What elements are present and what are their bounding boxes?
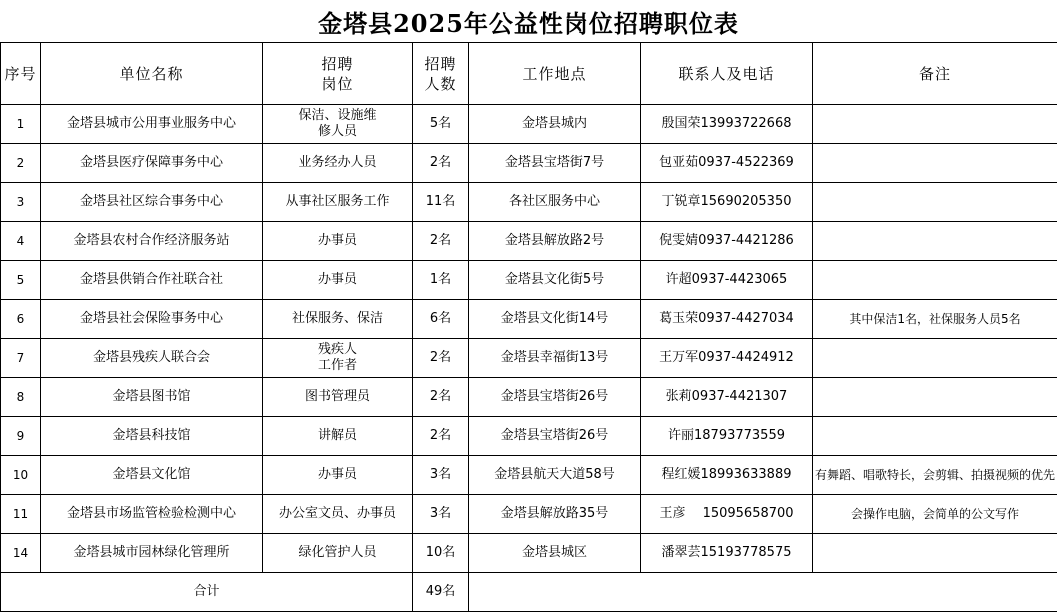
cell-contact: 包亚茹0937-4522369 bbox=[641, 144, 813, 183]
cell-contact: 倪雯婧0937-4421286 bbox=[641, 222, 813, 261]
cell-note bbox=[813, 222, 1057, 261]
cell-unit: 金塔县城市公用事业服务中心 bbox=[41, 105, 263, 144]
cell-contact: 王彦 15095658700 bbox=[641, 495, 813, 534]
cell-unit: 金塔县城市园林绿化管理所 bbox=[41, 534, 263, 573]
cell-contact: 许超0937-4423065 bbox=[641, 261, 813, 300]
cell-count: 6名 bbox=[413, 300, 469, 339]
cell-unit: 金塔县市场监管检验检测中心 bbox=[41, 495, 263, 534]
cell-count: 3名 bbox=[413, 456, 469, 495]
header-position-line2: 岗位 bbox=[265, 74, 410, 94]
cell-seq: 3 bbox=[1, 183, 41, 222]
cell-contact: 王万军0937-4424912 bbox=[641, 339, 813, 378]
cell-note bbox=[813, 261, 1057, 300]
cell-contact: 丁锐章15690205350 bbox=[641, 183, 813, 222]
header-position-line1: 招聘 bbox=[265, 54, 410, 74]
cell-position-line1: 社保服务、保洁 bbox=[265, 311, 410, 327]
cell-unit: 金塔县医疗保障事务中心 bbox=[41, 144, 263, 183]
header-seq: 序号 bbox=[1, 43, 41, 105]
cell-contact: 程红媛18993633889 bbox=[641, 456, 813, 495]
cell-seq: 8 bbox=[1, 378, 41, 417]
cell-count: 10名 bbox=[413, 534, 469, 573]
cell-position-line1: 保洁、设施维 bbox=[265, 108, 410, 124]
total-count: 49名 bbox=[413, 573, 469, 612]
cell-position-line1: 业务经办人员 bbox=[265, 155, 410, 171]
cell-note bbox=[813, 534, 1057, 573]
header-note: 备注 bbox=[813, 43, 1057, 105]
cell-position-line1: 办事员 bbox=[265, 467, 410, 483]
cell-contact: 潘翠芸15193778575 bbox=[641, 534, 813, 573]
cell-seq: 11 bbox=[1, 495, 41, 534]
cell-count: 2名 bbox=[413, 222, 469, 261]
cell-count: 2名 bbox=[413, 378, 469, 417]
cell-seq: 4 bbox=[1, 222, 41, 261]
header-position bbox=[263, 43, 413, 105]
table-row bbox=[1, 339, 1057, 378]
cell-note bbox=[813, 105, 1057, 144]
cell-location: 金塔县城区 bbox=[469, 534, 641, 573]
header-contact: 联系人及电话 bbox=[641, 43, 813, 105]
cell-position-line1: 办事员 bbox=[265, 233, 410, 249]
table-row bbox=[1, 495, 1057, 534]
cell-seq: 7 bbox=[1, 339, 41, 378]
cell-note bbox=[813, 378, 1057, 417]
cell-count: 2名 bbox=[413, 144, 469, 183]
header-location: 工作地点 bbox=[469, 43, 641, 105]
cell-seq: 1 bbox=[1, 105, 41, 144]
cell-note: 会操作电脑，会简单的公文写作 bbox=[813, 495, 1057, 534]
table-row bbox=[1, 222, 1057, 261]
cell-unit: 金塔县图书馆 bbox=[41, 378, 263, 417]
table-row bbox=[1, 534, 1057, 573]
recruitment-table bbox=[0, 42, 1057, 612]
cell-location: 金塔县航天大道58号 bbox=[469, 456, 641, 495]
table-row bbox=[1, 378, 1057, 417]
total-row bbox=[1, 573, 1057, 612]
table-row bbox=[1, 456, 1057, 495]
table-row bbox=[1, 300, 1057, 339]
cell-count: 1名 bbox=[413, 261, 469, 300]
cell-location: 各社区服务中心 bbox=[469, 183, 641, 222]
cell-position-line2: 修人员 bbox=[265, 124, 410, 140]
cell-note: 其中保洁1名，社保服务人员5名 bbox=[813, 300, 1057, 339]
cell-location: 金塔县幸福街13号 bbox=[469, 339, 641, 378]
cell-note bbox=[813, 339, 1057, 378]
cell-position-line1: 绿化管护人员 bbox=[265, 545, 410, 561]
header-row bbox=[1, 43, 1057, 105]
cell-position-line1: 残疾人 bbox=[265, 342, 410, 358]
cell-unit: 金塔县科技馆 bbox=[41, 417, 263, 456]
cell-location: 金塔县解放路2号 bbox=[469, 222, 641, 261]
cell-position bbox=[263, 534, 413, 573]
table-row bbox=[1, 105, 1057, 144]
cell-position bbox=[263, 261, 413, 300]
cell-seq: 14 bbox=[1, 534, 41, 573]
cell-location: 金塔县城内 bbox=[469, 105, 641, 144]
cell-seq: 6 bbox=[1, 300, 41, 339]
cell-position-line1: 图书管理员 bbox=[265, 389, 410, 405]
table-row bbox=[1, 261, 1057, 300]
cell-position bbox=[263, 183, 413, 222]
cell-count: 2名 bbox=[413, 339, 469, 378]
cell-position-line1: 办事员 bbox=[265, 272, 410, 288]
header-count bbox=[413, 43, 469, 105]
cell-position-line2: 工作者 bbox=[265, 358, 410, 374]
cell-unit: 金塔县农村合作经济服务站 bbox=[41, 222, 263, 261]
cell-unit: 金塔县文化馆 bbox=[41, 456, 263, 495]
cell-location: 金塔县宝塔街26号 bbox=[469, 417, 641, 456]
cell-location: 金塔县文化街5号 bbox=[469, 261, 641, 300]
cell-seq: 5 bbox=[1, 261, 41, 300]
cell-unit: 金塔县社会保险事务中心 bbox=[41, 300, 263, 339]
table-row bbox=[1, 417, 1057, 456]
cell-seq: 10 bbox=[1, 456, 41, 495]
table-row bbox=[1, 144, 1057, 183]
cell-location: 金塔县宝塔街7号 bbox=[469, 144, 641, 183]
cell-position bbox=[263, 495, 413, 534]
cell-note bbox=[813, 144, 1057, 183]
cell-note bbox=[813, 183, 1057, 222]
table-row bbox=[1, 183, 1057, 222]
cell-contact: 殷国荣13993722668 bbox=[641, 105, 813, 144]
total-empty bbox=[469, 573, 1057, 612]
cell-location: 金塔县文化街14号 bbox=[469, 300, 641, 339]
cell-position-line1: 从事社区服务工作 bbox=[265, 194, 410, 210]
cell-position bbox=[263, 105, 413, 144]
cell-position bbox=[263, 222, 413, 261]
cell-unit: 金塔县残疾人联合会 bbox=[41, 339, 263, 378]
cell-contact: 许丽18793773559 bbox=[641, 417, 813, 456]
header-count-line1: 招聘 bbox=[415, 54, 466, 74]
cell-note bbox=[813, 417, 1057, 456]
cell-position bbox=[263, 456, 413, 495]
cell-position-line1: 讲解员 bbox=[265, 428, 410, 444]
cell-count: 11名 bbox=[413, 183, 469, 222]
cell-position-line1: 办公室文员、办事员 bbox=[265, 506, 410, 522]
cell-unit: 金塔县供销合作社联合社 bbox=[41, 261, 263, 300]
header-count-line2: 人数 bbox=[415, 74, 466, 94]
cell-contact: 葛玉荣0937-4427034 bbox=[641, 300, 813, 339]
cell-note: 有舞蹈、唱歌特长，会剪辑、拍摄视频的优先 bbox=[813, 456, 1057, 495]
cell-count: 2名 bbox=[413, 417, 469, 456]
cell-position bbox=[263, 300, 413, 339]
header-unit: 单位名称 bbox=[41, 43, 263, 105]
cell-position bbox=[263, 144, 413, 183]
cell-seq: 2 bbox=[1, 144, 41, 183]
cell-seq: 9 bbox=[1, 417, 41, 456]
cell-position bbox=[263, 417, 413, 456]
total-label: 合计 bbox=[1, 573, 413, 612]
page-title: 金塔县2025年公益性岗位招聘职位表 bbox=[0, 0, 1057, 42]
cell-location: 金塔县宝塔街26号 bbox=[469, 378, 641, 417]
cell-count: 5名 bbox=[413, 105, 469, 144]
cell-position bbox=[263, 339, 413, 378]
cell-unit: 金塔县社区综合事务中心 bbox=[41, 183, 263, 222]
cell-contact: 张莉0937-4421307 bbox=[641, 378, 813, 417]
cell-location: 金塔县解放路35号 bbox=[469, 495, 641, 534]
cell-count: 3名 bbox=[413, 495, 469, 534]
cell-position bbox=[263, 378, 413, 417]
